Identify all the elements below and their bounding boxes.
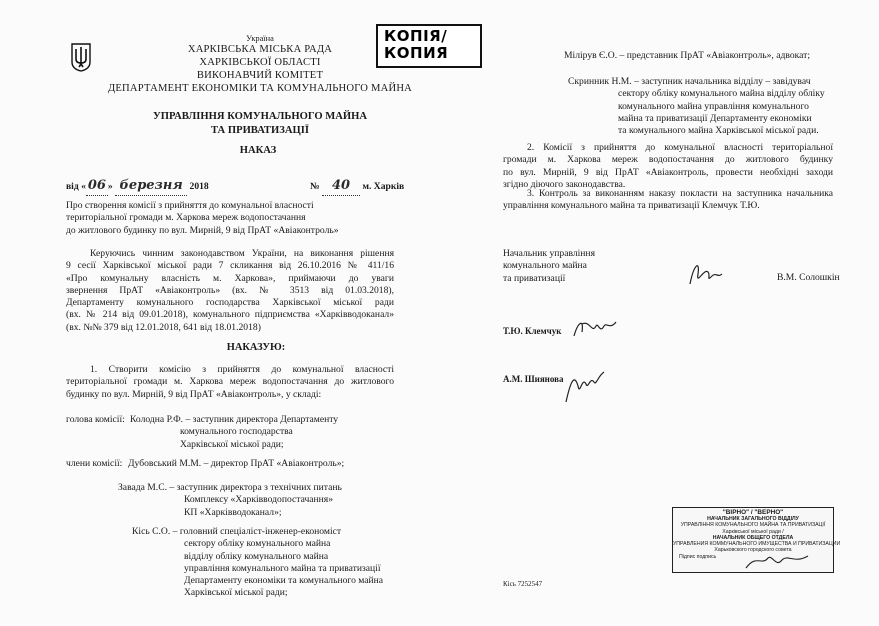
approval-name: Т.Ю. Клемчук (503, 326, 562, 336)
member-5-line: та комунального майна Харківської міської ради. (618, 125, 819, 137)
item-2-line: 2. Комісії з прийняття до комунальної власності територіальної (527, 142, 833, 153)
verified-stamp-line: Харківської міської ради / (722, 528, 784, 535)
member-3-line: Харківської міської ради; (184, 587, 288, 599)
member-3-line: сектору обліку комунального майна (184, 538, 331, 550)
member-2-line: Завада М.С. – заступник директора з технічних питань (118, 482, 342, 493)
date-month: березня (115, 178, 187, 196)
member-5-line: Скринник Н.М. – заступник начальника відділу – завідувач (568, 76, 811, 87)
preamble-line: Департаменту комунального господарства Харківської міської ради (66, 297, 394, 309)
date-year: 2018 (189, 181, 209, 192)
item-3 (503, 188, 833, 213)
committee-line: ВИКОНАВЧИЙ КОМІТЕТ (196, 70, 324, 82)
executor-line: Кісь 7252547 (503, 580, 543, 588)
preamble-line: 9 сесії Харківської міської ради 7 скликання від 26.10.2016 № 411/16 (66, 260, 394, 272)
preamble (66, 248, 394, 334)
council-line: ХАРКІВСЬКА МІСЬКА РАДА (187, 44, 333, 56)
chair-line: Колодна Р.Ф. – заступник директора Департаменту (130, 414, 339, 425)
commission-chair-label: голова комісії: (66, 414, 125, 425)
member-5-line: комунального майна управління комунального (618, 100, 809, 112)
item-1-line: територіальної громади м. Харкова мереж водопостачання до житлового (66, 376, 394, 388)
preamble-line: звернення ПрАТ «Авіаконтроль» (вх. № 3513 від 01.03.2018), (66, 284, 394, 296)
copy-stamp-line-2: КОПИЯ (384, 44, 449, 62)
city: м. Харків (362, 181, 405, 192)
chair-line: Харківської міської ради; (180, 438, 284, 450)
subject-line: Про створення комісії з прийняття до комунальної власності (66, 200, 314, 211)
item-2-line: громади м. Харкова мереж водопостачання до житлового будинку (503, 154, 833, 166)
subject-line: територіальної громади м. Харкова мереж водопостачання (66, 212, 306, 224)
head-signature-icon (686, 258, 726, 290)
member-5-line: сектору обліку комунального майна відділу обліку (618, 88, 825, 100)
date-prefix: від « (66, 181, 86, 192)
preamble-line: «Про комунальну власність м. Харкова», приймаючи до уваги (66, 272, 394, 284)
member-2-line: КП «Харківводоканал»; (184, 506, 282, 518)
item-3-line: управління комунального майна та приватизації Клемчук Т.Ю. (503, 200, 760, 212)
stamp-signature-icon (742, 548, 812, 574)
signatory-position-line: Начальник управління (503, 248, 595, 259)
approval-name: А.М. Шиянова (503, 374, 564, 384)
region-line: ХАРКІВСЬКОЇ ОБЛАСТІ (199, 57, 321, 69)
member-3 (132, 526, 383, 600)
member-3-line: управління комунального майна та приватизації (184, 562, 381, 574)
item-3-line: 3. Контроль за виконанням наказу покласти на заступника начальника (527, 188, 833, 199)
item-2 (503, 142, 833, 191)
commission-members-label: члени комісії: (66, 458, 123, 469)
item-1-line: будинку по вул. Мирній, 9 від ПрАТ «Авіаконтроль», у складі: (66, 388, 322, 400)
verified-stamp-line: Харьковского городского совета (714, 547, 792, 554)
date-day: 06 (86, 178, 108, 196)
member-3-line: відділу обліку комунального майна (184, 550, 329, 562)
directorate-line-2: ТА ПРИВАТИЗАЦІЇ (211, 124, 309, 136)
item-1 (66, 364, 394, 401)
signatory-position (503, 248, 595, 285)
item-2-line: згідно діючого законодавства. (503, 178, 626, 190)
item-2-line: по вул. Мирній, 9 від ПрАТ «Авіаконтроль, провести необхідні заходи (503, 166, 833, 178)
item-1-line: 1. Створити комісію з прийняття до комунальної власності (90, 364, 394, 375)
verified-stamp-title: "ВІРНО" / "ВЕРНО" (722, 509, 784, 516)
member-3-line: Кісь С.О. – головний спеціаліст-інженер-економіст (132, 526, 342, 537)
subject-line: до житлового будинку по вул. Мирній, 9 від ПрАТ «Авіаконтроль» (66, 224, 339, 236)
document-title: НАКАЗ (239, 145, 277, 156)
country-line: Україна (246, 34, 274, 43)
approval-signature-icon (568, 312, 620, 346)
member-2 (118, 482, 342, 519)
number-line (310, 178, 404, 196)
department-line: ДЕПАРТАМЕНТ ЕКОНОМІКИ ТА КОМУНАЛЬНОГО МАЙНА (107, 83, 413, 95)
member-4: Мілірув Є.О. – представник ПрАТ «Авіаконтроль», адвокат; (564, 50, 810, 61)
copy-stamp-line-1: КОПІЯ/ (384, 27, 448, 45)
order-word: НАКАЗУЮ: (226, 342, 286, 353)
subject (66, 200, 339, 237)
signatory-position-line: та приватизації (503, 272, 566, 284)
approval-signature-icon (560, 364, 612, 408)
signatory-name: В.М. Солошкін (777, 272, 840, 283)
verified-stamp-line: УПРАВЛЕНИЯ КОММУНАЛЬНОГО ИМУЩЕСТВА И ПРИВАТИЗАЦИИ (673, 541, 841, 548)
member-5-line: майна та приватизації Департаменту економіки (618, 112, 812, 124)
verified-stamp-line: НАЧАЛЬНИК ОБЩЕГО ОТДЕЛА (712, 534, 794, 541)
verified-stamp-line: НАЧАЛЬНИК ЗАГАЛЬНОГО ВІДДІЛУ (707, 516, 799, 523)
chair-line: комунального господарства (180, 426, 293, 438)
verified-stamp-line: УПРАВЛІННЯ КОМУНАЛЬНОГО МАЙНА ТА ПРИВАТИЗАЦІЇ (680, 522, 826, 529)
date-line (66, 178, 209, 196)
commission-chair (130, 414, 338, 451)
member-5 (568, 76, 825, 137)
verified-stamp-sign-label: Підпис подпись (679, 554, 717, 561)
member-1: Дубовський М.М. – директор ПрАТ «Авіаконтроль»; (128, 458, 345, 469)
number-prefix: № (310, 181, 320, 192)
directorate-line-1: УПРАВЛІННЯ КОМУНАЛЬНОГО МАЙНА (152, 111, 368, 122)
preamble-line: (вх. № 214 від 09.01.2018), комунального підприємства «Харківводоканал» (66, 309, 394, 321)
directorate-heading (60, 110, 460, 137)
signatory-position-line: комунального майна (503, 260, 587, 272)
copy-stamp (376, 24, 482, 68)
preamble-line: Керуючись чинним законодавством України, на виконання рішення (90, 248, 394, 259)
order-number: 40 (322, 178, 360, 196)
member-3-line: Департаменту економіки та комунального майна (184, 575, 384, 587)
preamble-line: (вх. №№ 379 від 12.01.2018, 641 від 18.01.2018) (66, 321, 261, 333)
date-mid: » (107, 181, 113, 192)
member-2-line: Комплексу «Харківводопостачання» (184, 494, 334, 506)
